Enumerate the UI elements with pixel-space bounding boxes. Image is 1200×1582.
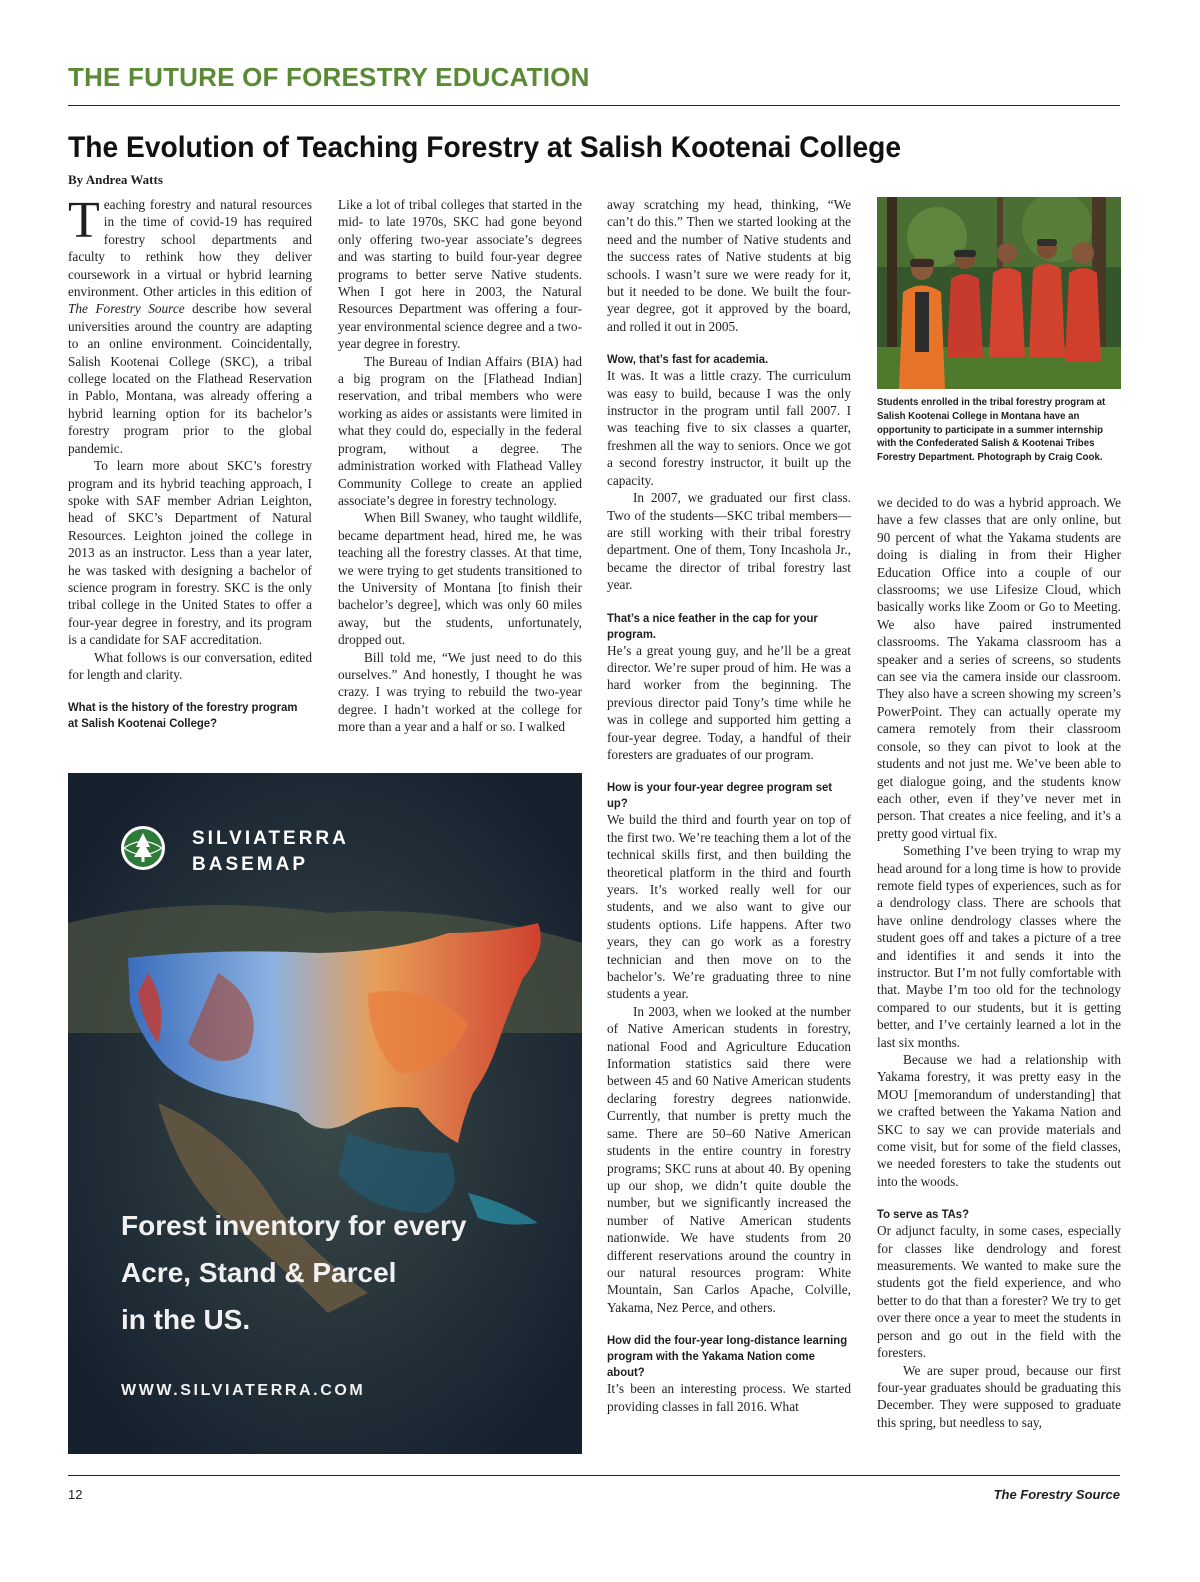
- ad-brand-line-1: SILVIATERRA: [192, 828, 349, 849]
- ad-tagline: [121, 1202, 561, 1343]
- article-column-4: [877, 494, 1121, 1431]
- publication-title-italic: The Forestry Source: [68, 301, 185, 317]
- paragraph: In 2007, we graduated our first class. Two of the students—SKC tribal members—are still working with their tribal forestry department. One of them, Tony Incashola Jr., became the director of tribal forestry last year.: [607, 490, 851, 593]
- interview-question: Wow, that’s fast for academia.: [607, 352, 769, 367]
- students-photo: [877, 197, 1121, 389]
- interview-question: What is the history of the forestry program at Salish Kootenai College?: [68, 700, 298, 731]
- interview-question: How is your four-year degree program set up?: [607, 780, 833, 811]
- silviaterra-logo-icon: [120, 825, 166, 871]
- paragraph: we decided to do was a hybrid approach. We have a few classes that are only online, but 90 percent of what the Yakama students are doing is dialing in from their Higher Education Office into a couple of our classrooms; we use Lifesize Cloud, which basically works like Zoom or Go to Meeting. We also have paired instrumented classrooms. The Yakama classroom has a speaker and a series of screens, so students can see via the camera inside our classroom. They also have a screen showing my screen’s PowerPoint. They can actually operate my camera remotely from their classroom console, so they can pivot to look at the students and not just me. We’ve been able to get dialogue going, and the students know each other, even if they’ve never met in person. That creates a nice feeling, and it’s a pretty good virtual fix.: [877, 495, 1121, 841]
- paragraph: It’s been an interesting process. We started providing classes in fall 2016. What: [607, 1381, 851, 1414]
- publication-name: The Forestry Source: [993, 1487, 1120, 1502]
- ad-brand-line-2: BASEMAP: [192, 854, 309, 875]
- ad-tagline-line-3: in the US.: [121, 1304, 251, 1335]
- paragraph: In 2003, when we looked at the number of Native American students in forestry, national Food and Agriculture Education Information statistics said there were between 45 and 60 Native American students declaring forestry degrees nationwide. Currently, that number is pretty much the same. There are 50–60 Native American students in the entire country in forestry programs; SKC runs at about 40. By opening up our shop, we didn’t quite double the number, but we significantly increased the number of Native American students nationwide. We have students from 20 different reservations around the country in our natural resources program: White Mountain, San Carlos Apache, Colville, Yakama, Nez Perce, and others.: [607, 1003, 851, 1315]
- paragraph: away scratching my head, thinking, “We can’t do this.” Then we started looking at the need and the number of Native students and the success rates of Native students at big schools. I wasn’t sure we were ready for it, but it needed to be done. We built the four-year degree, got it approved by the board, and rolled it out in 2005.: [607, 197, 851, 334]
- article-column-1: [68, 192, 313, 731]
- forest-photo-illustration: [877, 197, 1121, 389]
- paragraph: We build the third and fourth year on top of the first two. We’re teaching them a lot of the technical skills first, and then building the theoretical platform in the third and fourth years. It’s worked really well for our students, and we also want to give our students options. Life happens. After two years, they can go work as a forestry technician and then move on to the bachelor’s. We’re graduating three to nine students a year.: [607, 812, 851, 1002]
- ad-brand-name: [192, 826, 349, 878]
- intro-text-a: eaching forestry and natural resources in the time of covid-19 has required forestry school departments and faculty to rethink how they deliver coursework in a virtual or hybrid learning environment. Other articles in this edition of: [68, 197, 312, 300]
- paragraph: The Bureau of Indian Affairs (BIA) had a big program on the [Flathead Indian] reservation, and tribal members who were working as aides or assistants were limited in what they could do, especially in the federal program, without a degree. The administration worked with Flathead Valley Community College to create an applied associate’s degree in forestry technology.: [338, 353, 582, 508]
- section-title: THE FUTURE OF FORESTRY EDUCATION: [68, 62, 590, 92]
- paragraph: To learn more about SKC’s forestry program and its hybrid teaching approach, I spoke with SAF member Adrian Leighton, head of SKC’s Department of Natural Resources. Leighton joined the college in 2013 as an instructor. Less than a year later, he was tasked with designing a bachelor of science program in forestry. SKC is the only tribal college in the United States to offer a four-year degree in forestry, and its program is a candidate for SAF accreditation.: [68, 458, 312, 648]
- paragraph: Like a lot of tribal colleges that started in the mid- to late 1970s, SKC had gone beyond only offering two-year associate’s degrees and was starting to build four-year degree programs to better serve Native students. When I got here in 2003, the Natural Resources Department was offering a four-year environmental science degree and a two-year degree in forestry.: [338, 197, 582, 352]
- intro-paragraph: [68, 192, 313, 457]
- byline: By Andrea Watts: [68, 172, 163, 187]
- paragraph: Or adjunct faculty, in some cases, especially for classes like dendrology and forest measurements. We wanted to make sure the students got the field experience, and who better to do that than a forester? We try to get over there once a year to meet the students in person and go out in the field with the foresters.: [877, 1223, 1121, 1361]
- paragraph: We are super proud, because our first four-year graduates should be graduating this December. They were supposed to graduate this spring, but needless to say,: [877, 1362, 1121, 1430]
- interview-question: How did the four-year long-distance learning program with the Yakama Nation come about?: [607, 1333, 848, 1380]
- article-column-2: [338, 196, 582, 736]
- interview-question: To serve as TAs?: [877, 1207, 970, 1222]
- article-column-3: [607, 196, 851, 1415]
- page-number: 12: [68, 1487, 83, 1502]
- footer-divider: [68, 1475, 1120, 1476]
- ad-tagline-line-1: Forest inventory for every: [121, 1210, 467, 1241]
- interview-question: That’s a nice feather in the cap for your program.: [607, 610, 818, 641]
- paragraph: He’s a great young guy, and he’ll be a great director. We’re super proud of him. He was a hard worker from the beginning. The previous director paid Tony’s time while he was in college and supported him getting a four-year degree. Today, a handful of their foresters are graduates of our program.: [607, 642, 851, 762]
- paragraph: Because we had a relationship with Yakama forestry, it was pretty easy in the MOU [memorandum of understanding] that we crafted between the Yakama Nation and SKC to say we can provide materials and come visit, but for some of the field classes, we needed foresters to take the students out into the woods.: [877, 1052, 1121, 1189]
- intro-text-b: describe how several universities around the country are adapting to an online environment. Coincidentally, Salish Kootenai College (SKC), a tribal college located on the Flathead Reservation in Pablo, Montana, was already offering a hybrid learning option for its bachelor’s forestry program prior to the global pandemic.: [68, 301, 313, 456]
- ad-website-link[interactable]: WWW.SILVIATERRA.COM: [121, 1382, 366, 1399]
- ad-tagline-line-2: Acre, Stand & Parcel: [121, 1257, 397, 1288]
- drop-cap: T: [68, 192, 100, 249]
- paragraph: It was. It was a little crazy. The curriculum was easy to build, because I was the only instructor in the program until fall 2007. I was teaching five to six classes a quarter, freshmen all the way to seniors. Once we got a second forestry instructor, it built up the capacity.: [607, 368, 851, 488]
- photo-caption: Students enrolled in the tribal forestry program at Salish Kootenai College in Montana have an opportunity to participate in a summer internship with the Confederated Salish & Kootenai Tribes Forestry Department. Photograph by Craig Cook.: [877, 397, 1106, 464]
- paragraph: Something I’ve been trying to wrap my head around for a long time is how to provide remote field types of experiences, such as for a dendrology class. There are schools that have online dendrology classes where the student goes off and takes a picture of a tree and identifies it and sends it into the instructor. But I’m not fully comfortable with that. Maybe I’m too old for the technology compared to our students, but it is getting better, and I’ve certainly learned a lot in the last six months.: [877, 843, 1121, 1050]
- article-headline: The Evolution of Teaching Forestry at Salish Kootenai College: [68, 131, 902, 164]
- header-divider: [68, 105, 1120, 106]
- paragraph: Bill told me, “We just need to do this ourselves.” And honestly, I thought he was crazy. I was trying to rebuild the two-year degree. I hadn’t worked at the college for more than a year and a half or so. I walked: [338, 649, 582, 735]
- paragraph: What follows is our conversation, edited for length and clarity.: [68, 649, 312, 682]
- paragraph: When Bill Swaney, who taught wildlife, became department head, hired me, he was teaching all the forestry classes. At that time, we were trying to get students transitioned to the University of Montana [to finish their bachelor’s degree], which was only 60 miles away, but the students, unfortunately, dropped out.: [338, 510, 582, 648]
